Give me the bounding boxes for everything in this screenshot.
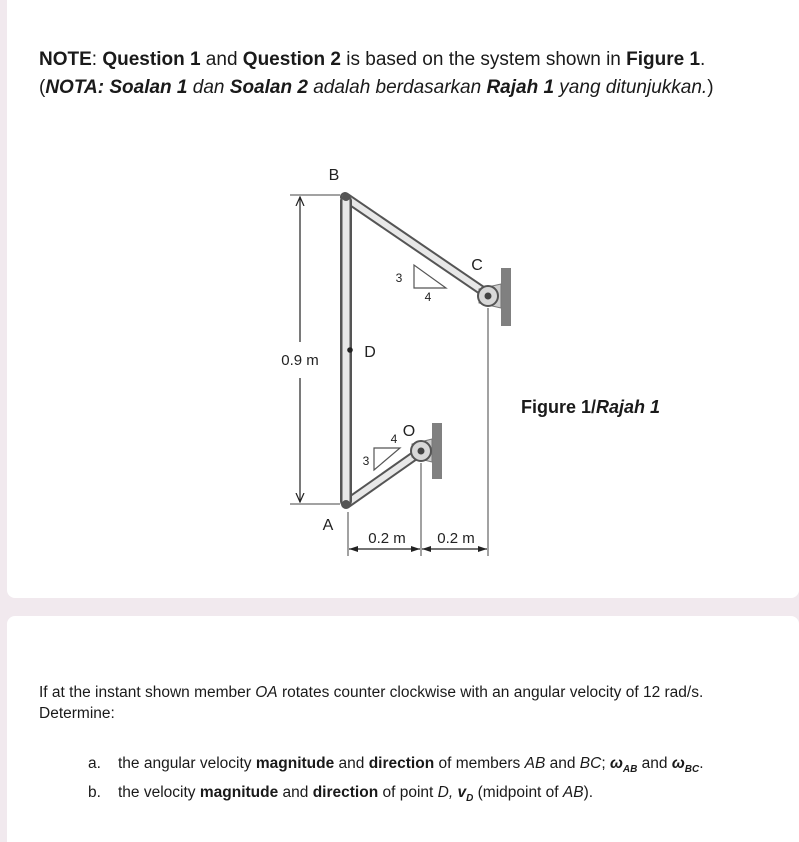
slope-oa-run: 4 — [390, 432, 398, 446]
support-o — [411, 423, 442, 479]
qa-text-5: ; — [601, 755, 610, 772]
label-c: C — [471, 257, 483, 274]
nota-open-paren: ( — [39, 77, 46, 98]
height-dimension — [290, 195, 340, 504]
qa-omega-ab-sub: AB — [622, 764, 638, 776]
figure-caption-english: Figure 1/ — [521, 397, 597, 417]
qb-text-5: ). — [583, 784, 594, 802]
dimension-right-label: 0.2 m — [437, 530, 475, 547]
label-a: A — [322, 517, 334, 534]
qa-omega-bc-sub: BC — [684, 764, 700, 776]
qa-bold-magnitude: magnitude — [255, 755, 335, 772]
qb-text-2: and — [278, 784, 313, 802]
qa-omega-bc: ω — [671, 755, 685, 772]
note-and: and — [200, 49, 243, 70]
qb-velocity-sub: D — [466, 793, 474, 805]
qb-text-3: of point — [378, 784, 438, 802]
question-intro-start: If at the instant shown member — [39, 684, 256, 701]
qa-text-7: . — [699, 755, 704, 772]
slope-bc-run: 4 — [424, 290, 432, 304]
qb-member-ab: AB — [562, 784, 584, 802]
question-item-a — [88, 752, 704, 781]
label-o: O — [402, 423, 416, 440]
note-end: . — [700, 49, 706, 70]
nota-mid-text: adalah berdasarkan — [307, 77, 487, 98]
qb-text-4: (midpoint of — [473, 784, 563, 802]
note-question-1: Question 1 — [102, 49, 201, 70]
question-list — [88, 752, 704, 810]
point-d-dot — [347, 347, 353, 353]
qa-text-6: and — [637, 755, 672, 772]
nota-end-text: yang ditunjukkan. — [554, 77, 708, 98]
dimension-height-label: 0.9 m — [281, 352, 319, 369]
qa-text-1: the angular velocity — [118, 755, 256, 772]
note-mid-text: is based on the system shown in — [340, 49, 627, 70]
qa-text-2: and — [334, 755, 369, 772]
figure-caption-malay: Rajah 1 — [596, 397, 661, 417]
nota-label: NOTA: Soalan 1 — [45, 77, 188, 98]
label-b: B — [328, 167, 340, 184]
qb-velocity-symbol: v — [457, 784, 467, 802]
slope-bc-rise: 3 — [395, 271, 403, 285]
qa-member-ab: AB — [524, 755, 546, 772]
qb-point-d: D, — [437, 784, 458, 802]
qa-text-4: and — [545, 755, 580, 772]
nota-rajah-ref: Rajah 1 — [486, 77, 555, 98]
qa-member-bc: BC — [579, 755, 602, 772]
qb-bold-magnitude: magnitude — [199, 784, 279, 802]
figure-caption — [521, 397, 660, 418]
joint-a — [342, 500, 350, 508]
support-c — [478, 268, 511, 326]
joint-b — [342, 193, 350, 201]
question-intro — [39, 682, 779, 724]
note-label: NOTE — [39, 49, 92, 70]
note-colon: : — [91, 49, 103, 70]
dimension-left-label: 0.2 m — [368, 530, 406, 547]
nota-dan: dan — [187, 77, 230, 98]
note-figure-ref: Figure 1 — [626, 49, 701, 70]
question-member-oa: OA — [255, 684, 278, 701]
qb-bold-direction: direction — [312, 784, 379, 802]
question-item-b — [88, 781, 704, 810]
slope-oa-rise: 3 — [362, 454, 370, 468]
qa-bold-direction: direction — [368, 755, 435, 772]
nota-close-paren: ) — [707, 77, 714, 98]
qa-omega-ab: ω — [609, 755, 623, 772]
qb-text-1: the velocity — [118, 784, 200, 802]
question-intro-end: rotates counter clockwise with an angular velocity of 12 rad/s. Determine: — [39, 684, 704, 722]
nota-soalan-2: Soalan 2 — [229, 77, 308, 98]
question-marker-b: b. — [88, 784, 101, 802]
label-d: D — [364, 344, 376, 361]
qa-text-3: of members — [434, 755, 525, 772]
question-marker-a: a. — [88, 755, 101, 772]
note-question-2: Question 2 — [242, 49, 341, 70]
